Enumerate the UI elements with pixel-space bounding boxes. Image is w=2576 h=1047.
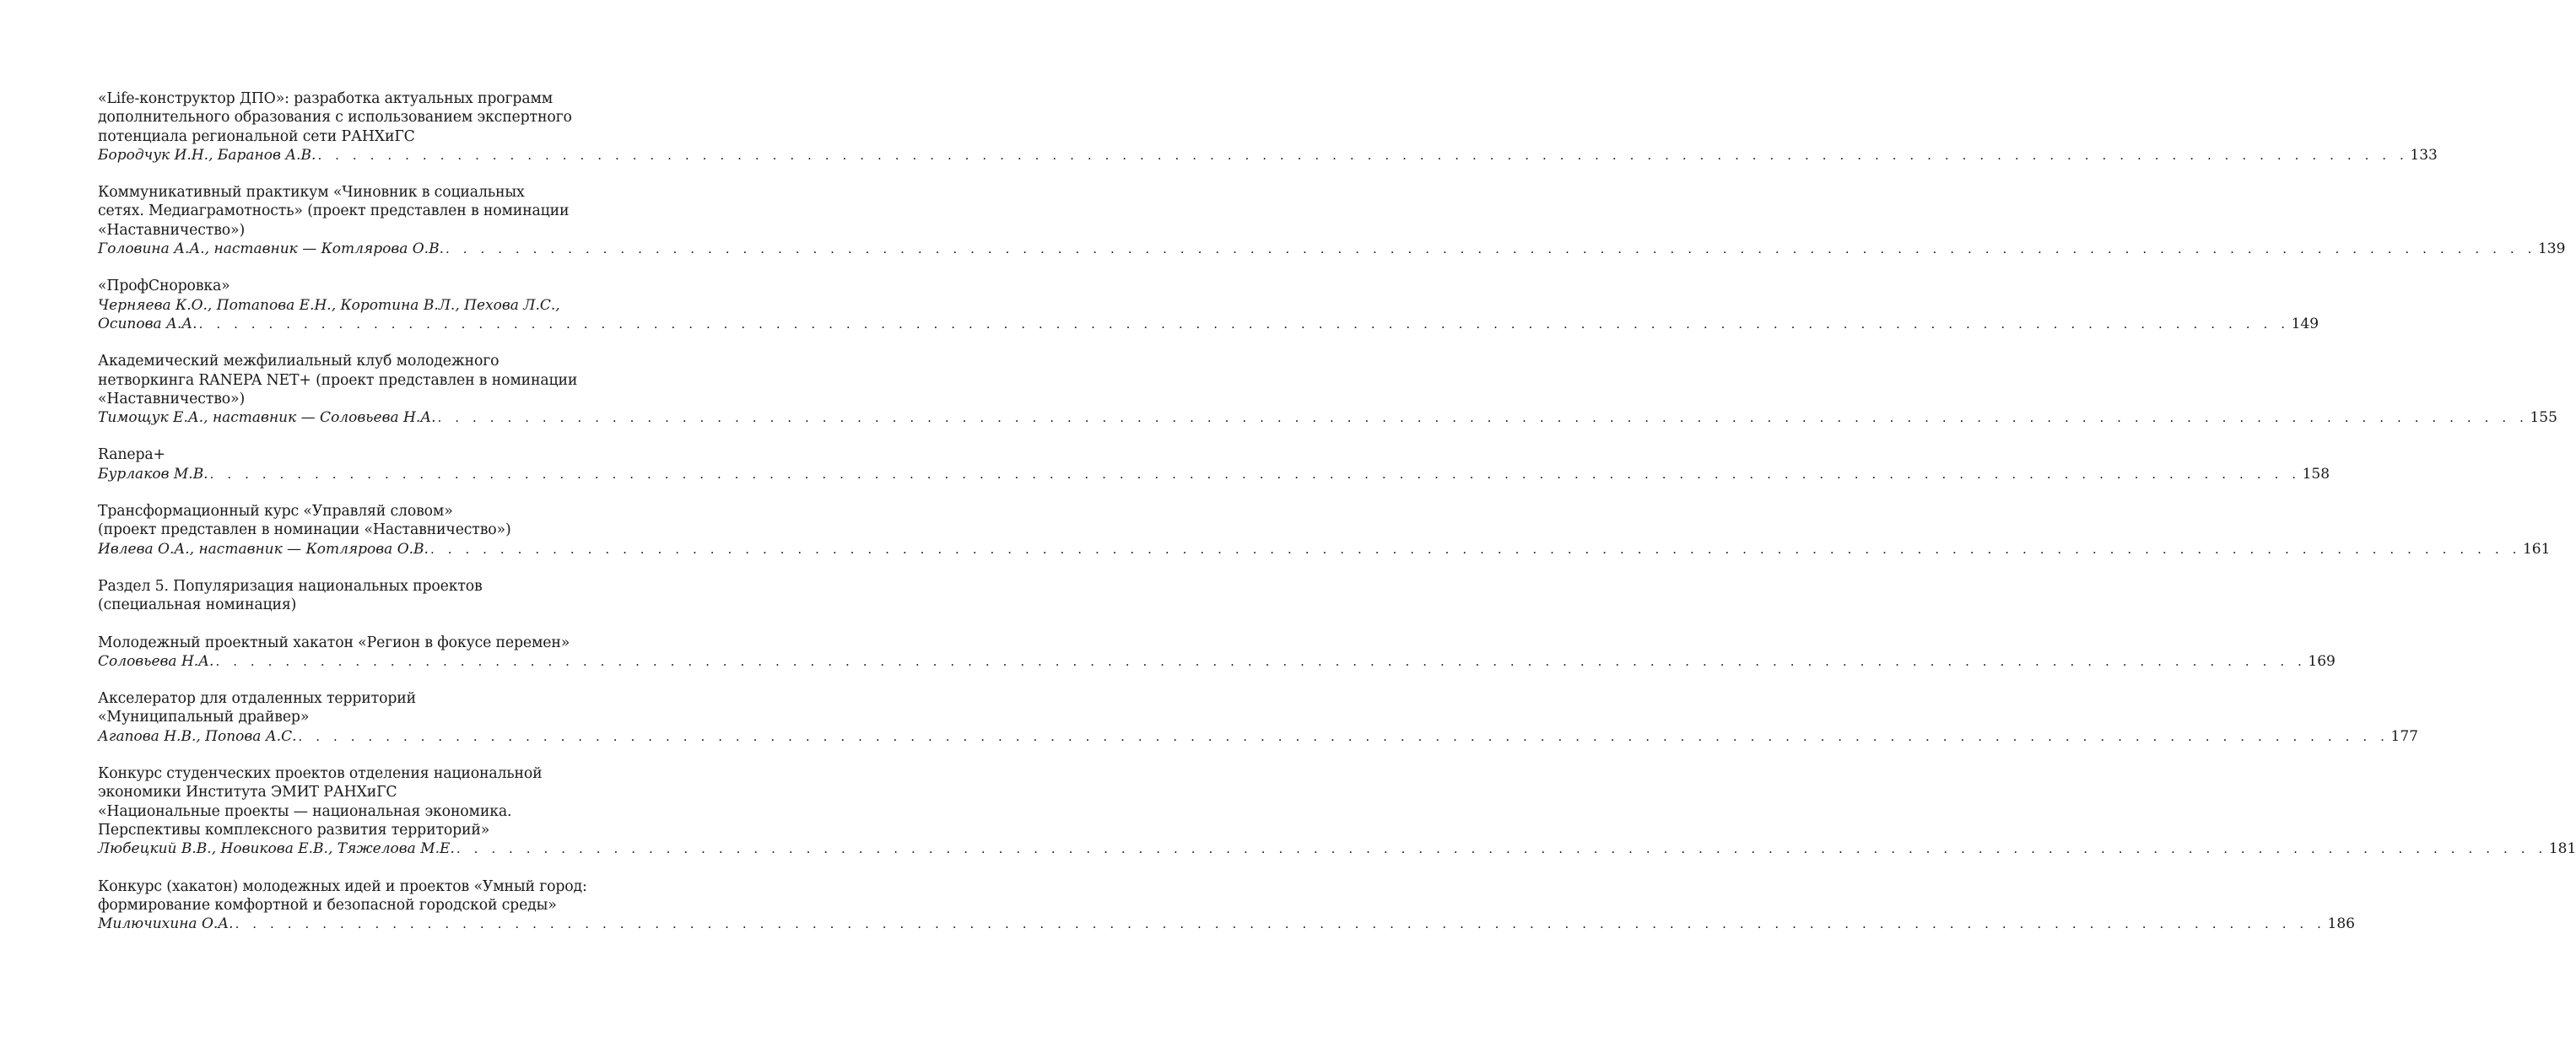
entry-authors: Ивлева О.А., наставник — Котлярова О.В. (98, 540, 429, 558)
entry-authors: Милючихина О.А. (98, 915, 234, 933)
entry-authors: Любецкий В.В., Новикова Е.В., Тяжелова М.Е. (98, 840, 455, 858)
page-number: 177 (2390, 727, 2418, 745)
page-number: 158 (2302, 465, 2330, 483)
entry-title-line: сетях. Медиаграмотность» (проект представлен в номинации (98, 202, 570, 220)
toc-entry (98, 277, 2319, 333)
toc-entry (98, 352, 2557, 427)
entry-authors: Головина А.А., наставник — Котлярова О.В. (98, 240, 444, 258)
entry-title-line: «ПрофСноровка» (98, 278, 230, 295)
entry-title-line: Коммуникативный практикум «Чиновник в социальных (98, 184, 525, 202)
entry-authors-line (98, 540, 2551, 559)
entry-title-line: (проект представлен в номинации «Наставничество») (98, 521, 511, 539)
toc-entry (98, 764, 2576, 858)
page-number: 149 (2291, 315, 2319, 332)
entry-authors-line (98, 727, 2418, 746)
dot-leader: . . . . . . . . . . . . . . . . . . . . . . . . . . . . . . . . . . . . . . . . . . . . . . . . . . . . . . . . . . . . . . . . . . . . . . . . . . . . . . . . . . . . . . . . . . . . . . . . . . . . . . . . . . . . . . . . . . . . . . . . (198, 316, 2290, 332)
entry-title-line: «Наставничество») (98, 390, 246, 407)
toc-entry (98, 689, 2418, 746)
dot-leader: . . . . . . . . . . . . . . . . . . . . . . . . . . . . . . . . . . . . . . . . . . . . . . . . . . . . . . . . . . . . . . . . . . . . . . . . . . . . . . . . . . . . . . . . . . . . . . . . . . . . . . . . . . . . . . . . . . . . . . . . (437, 410, 2529, 426)
page-number: 155 (2530, 409, 2557, 427)
entry-authors-line (98, 915, 2355, 933)
toc-entry (98, 634, 2336, 672)
dot-leader: . . . . . . . . . . . . . . . . . . . . . . . . . . . . . . . . . . . . . . . . . . . . . . . . . . . . . . . . . . . . . . . . . . . . . . . . . . . . . . . . . . . . . . . . . . . . . . . . . . . . . . . . . . . . . . . . . . . . . . . . (235, 916, 2326, 932)
dot-leader: . . . . . . . . . . . . . . . . . . . . . . . . . . . . . . . . . . . . . . . . . . . . . . . . . . . . . . . . . . . . . . . . . . . . . . . . . . . . . . . . . . . . . . . . . . . . . . . . . . . . . . . . . . . . . . . . . . . . . . . . (317, 147, 2409, 163)
dot-leader: . . . . . . . . . . . . . . . . . . . . . . . . . . . . . . . . . . . . . . . . . . . . . . . . . . . . . . . . . . . . . . . . . . . . . . . . . . . . . . . . . . . . . . . . . . . . . . . . . . . . . . . . . . . . . . . . . . . . . . . . (298, 728, 2390, 744)
entry-authors: Черняева К.О., Потапова Е.Н., Коротина В.Л., Пехова Л.С., (98, 296, 560, 314)
entry-title-line: экономики Института ЭМИТ РАНХиГС (98, 784, 397, 801)
toc-entry (98, 877, 2355, 934)
entry-title-line: дополнительного образования с использованием экспертного (98, 109, 572, 127)
entry-title-line: «Национальные проекты — национальная экономика. (98, 802, 512, 820)
entry-title-line: «Life-конструктор ДПО»: разработка актуальных программ (98, 90, 554, 107)
entry-title-line: нетворкинга RANEPA NET+ (проект представлен в номинации (98, 371, 578, 389)
entry-title-line: Раздел 5. Популяризация национальных проектов (98, 577, 483, 595)
entry-authors-line (98, 240, 2566, 258)
entry-authors: Соловьева Н.А. (98, 652, 214, 670)
entry-title-line: Ranepa+ (98, 446, 165, 464)
toc-section-heading (98, 577, 624, 615)
entry-authors: Агапова Н.В., Попова А.С. (98, 727, 297, 745)
entry-authors-line (98, 296, 624, 315)
entry-title-line: «Наставничество») (98, 221, 246, 239)
table-of-contents (98, 89, 2576, 952)
entry-authors-line (98, 839, 2576, 858)
dot-leader: . . . . . . . . . . . . . . . . . . . . . . . . . . . . . . . . . . . . . . . . . . . . . . . . . . . . . . . . . . . . . . . . . . . . . . . . . . . . . . . . . . . . . . . . . . . . . . . . . . . . . . . . . . . . . . . . . . . . . . . . (429, 541, 2521, 557)
toc-entry (98, 183, 2566, 258)
entry-authors-line (98, 465, 2330, 483)
entry-authors: Осипова А.А. (98, 315, 197, 332)
entry-authors: Бородчук И.Н., Баранов А.В. (98, 146, 316, 164)
dot-leader: . . . . . . . . . . . . . . . . . . . . . . . . . . . . . . . . . . . . . . . . . . . . . . . . . . . . . . . . . . . . . . . . . . . . . . . . . . . . . . . . . . . . . . . . . . . . . . . . . . . . . . . . . . . . . . . . . . . . . . . . (445, 241, 2536, 257)
entry-title-line: Перспективы комплексного развития территорий» (98, 821, 490, 839)
toc-entry (98, 89, 2438, 165)
entry-title-line: формирование комфортной и безопасной городской среды» (98, 896, 557, 914)
entry-authors: Тимощук Е.А., наставник — Соловьева Н.А. (98, 409, 436, 427)
dot-leader: . . . . . . . . . . . . . . . . . . . . . . . . . . . . . . . . . . . . . . . . . . . . . . . . . . . . . . . . . . . . . . . . . . . . . . . . . . . . . . . . . . . . . . . . . . . . . . . . . . . . . . . . . . . . . . . . . . . . . . . . (215, 653, 2307, 669)
entry-authors-line (98, 408, 2557, 427)
page-number: 161 (2522, 540, 2551, 558)
page-number: 169 (2308, 652, 2336, 670)
entry-title-line: Молодежный проектный хакатон «Регион в фокусе перемен» (98, 634, 570, 651)
entry-authors-line (98, 652, 2336, 671)
page-number: 186 (2327, 915, 2355, 933)
entry-authors-line (98, 146, 2438, 165)
toc-entry (98, 445, 2330, 483)
entry-title-line: Конкурс (хакатон) молодежных идей и проектов «Умный город: (98, 877, 587, 895)
entry-title-line: (специальная номинация) (98, 596, 297, 614)
entry-title-line: «Муниципальный драйвер» (98, 709, 310, 726)
entry-title-line: Трансформационный курс «Управляй словом» (98, 503, 453, 521)
entry-title-line: Акселератор для отдаленных территорий (98, 690, 416, 708)
page-number: 181 (2548, 840, 2576, 858)
page-number: 133 (2410, 146, 2438, 164)
entry-title-line: Конкурс студенческих проектов отделения национальной (98, 765, 543, 783)
entry-title-line: потенциала региональной сети РАНХиГС (98, 127, 415, 145)
dot-leader: . . . . . . . . . . . . . . . . . . . . . . . . . . . . . . . . . . . . . . . . . . . . . . . . . . . . . . . . . . . . . . . . . . . . . . . . . . . . . . . . . . . . . . . . . . . . . . . . . . . . . . . . . . . . . . . . . . . . . . . . (456, 841, 2547, 857)
entry-title-line: Академический межфилиальный клуб молодежного (98, 353, 500, 370)
entry-authors-line (98, 315, 2319, 333)
toc-entry (98, 502, 2551, 559)
page-number: 139 (2537, 240, 2566, 258)
entry-authors: Бурлаков М.В. (98, 465, 208, 483)
dot-leader: . . . . . . . . . . . . . . . . . . . . . . . . . . . . . . . . . . . . . . . . . . . . . . . . . . . . . . . . . . . . . . . . . . . . . . . . . . . . . . . . . . . . . . . . . . . . . . . . . . . . . . . . . . . . . . . . . . . . . . . . (209, 466, 2301, 482)
